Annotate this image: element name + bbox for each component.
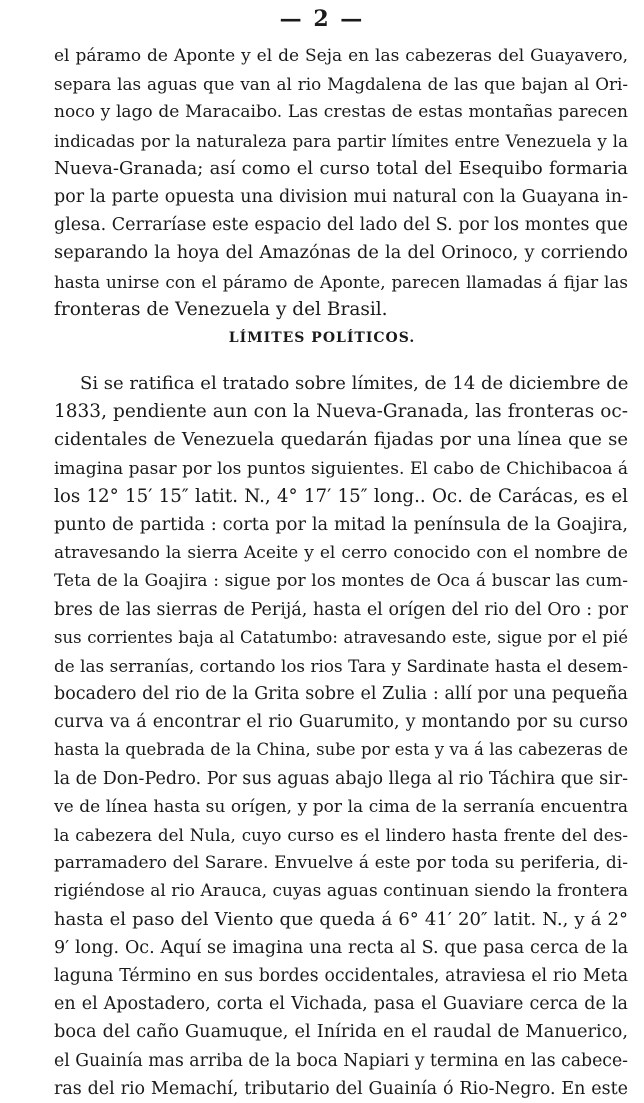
text-line: Teta de la Goajira : sigue por los montes de Oca á buscar las cum- bbox=[54, 571, 628, 592]
text-line: ve de línea hasta su orígen, y por la cima de la serranía encuentra bbox=[54, 796, 628, 817]
text-line: el Guainía mas arriba de la boca Napiari y termina en las cabece- bbox=[54, 1050, 628, 1071]
text-line: hasta la quebrada de la China, sube por esta y va á las cabezeras de bbox=[54, 740, 628, 760]
text-line: indicadas por la naturaleza para partir límites entre Venezuela y la bbox=[54, 130, 628, 151]
text-line: rigiéndose al rio Arauca, cuyas aguas continuan siendo la frontera bbox=[54, 881, 628, 902]
text-line: por la parte opuesta una division mui natural con la Guayana in- bbox=[54, 186, 628, 207]
text-line: ras del rio Memachí, tributario del Guainía ó Rio-Negro. En este bbox=[54, 1078, 628, 1099]
text-line: curva va á encontrar el rio Guarumito, y montando por su curso bbox=[54, 712, 628, 733]
page-number: — 2 — bbox=[279, 6, 365, 32]
text-line: glesa. Cerraríase este espacio del lado del S. por los montes que bbox=[54, 215, 628, 236]
text-line: la de Don-Pedro. Por sus aguas abajo llega al rio Táchira que sir- bbox=[54, 768, 628, 789]
paragraph-1 bbox=[54, 42, 628, 324]
text-line: Nueva-Granada; así como el curso total del Esequibo formaria bbox=[54, 157, 628, 179]
text-line: laguna Término en sus bordes occidentales, atraviesa el rio Meta bbox=[54, 965, 628, 986]
text-line: hasta el paso del Viento que queda á 6° 41′ 20″ latit. N., y á 2° bbox=[54, 908, 628, 930]
text-line: noco y lago de Maracaibo. Las crestas de estas montañas parecen bbox=[54, 102, 628, 123]
text-line: fronteras de Venezuela y del Brasil. bbox=[54, 298, 388, 320]
text-line: Si se ratifica el tratado sobre límites, de 14 de diciembre de bbox=[80, 373, 629, 394]
text-line: punto de partida : corta por la mitad la península de la Goajira, bbox=[54, 514, 628, 535]
text-line: sus corrientes baja al Catatumbo: atravesando este, sigue por el pié bbox=[54, 627, 628, 647]
text-line: hasta unirse con el páramo de Aponte, parecen llamadas á fijar las bbox=[54, 271, 628, 292]
text-line: bocadero del rio de la Grita sobre el Zulia : allí por una pequeña bbox=[54, 684, 628, 705]
text-line: imagina pasar por los puntos siguientes. El cabo de Chichibacoa á bbox=[54, 458, 628, 479]
text-line: de las serranías, cortando los rios Tara y Sardinate hasta el desem- bbox=[54, 655, 628, 676]
text-line: boca del caño Guamuque, el Inírida en el raudal de Manuerico, bbox=[54, 1022, 628, 1043]
text-line: parramadero del Sarare. Envuelve á este por toda su periferia, di- bbox=[54, 853, 628, 874]
text-line: bres de las sierras de Perijá, hasta el orígen del rio del Oro : por bbox=[54, 599, 628, 620]
text-line: la cabezera del Nula, cuyo curso es el lindero hasta frente del des- bbox=[54, 825, 628, 845]
paragraph-2 bbox=[54, 370, 628, 1103]
text-line: cidentales de Venezuela quedarán fijadas por una línea que se bbox=[54, 429, 628, 451]
text-line: 9′ long. Oc. Aquí se imagina una recta al S. que pasa cerca de la bbox=[54, 937, 628, 958]
text-line: el páramo de Aponte y el de Seja en las cabezeras del Guayavero, bbox=[54, 46, 628, 66]
text-line: 1833, pendiente aun con la Nueva-Granada, las fronteras oc- bbox=[54, 401, 628, 423]
section-heading: LÍMITES POLÍTICOS. bbox=[228, 330, 416, 346]
text-line: atravesando la sierra Aceite y el cerro conocido con el nombre de bbox=[54, 543, 628, 564]
text-line: separa las aguas que van al rio Magdalena de las que bajan al Ori- bbox=[54, 74, 628, 95]
text-line: separando la hoya del Amazónas de la del Orinoco, y corriendo bbox=[54, 243, 628, 264]
text-line: en el Apostadero, corta el Vichada, pasa el Guaviare cerca de la bbox=[54, 994, 628, 1015]
text-line: los 12° 15′ 15″ latit. N., 4° 17′ 15″ long.. Oc. de Carácas, es el bbox=[54, 485, 628, 507]
